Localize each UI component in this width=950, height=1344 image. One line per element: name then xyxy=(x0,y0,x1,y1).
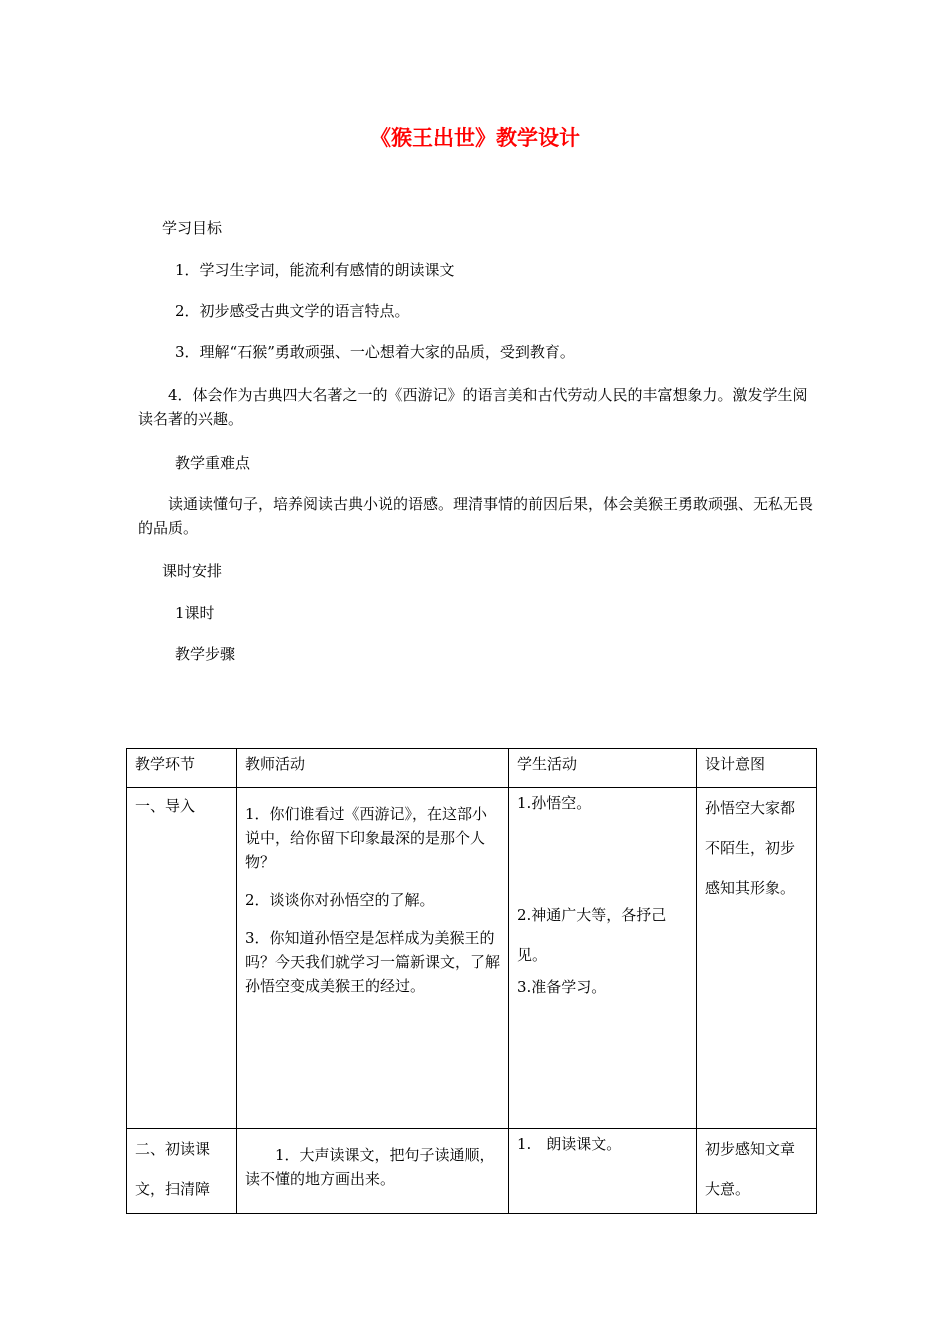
goal-item-4: 4．体会作为古典四大名著之一的《西游记》的语言美和古代劳动人民的丰富想象力。激发学生阅读名著的兴趣。 xyxy=(138,386,808,428)
goal-item-2: 2．初步感受古典文学的语言特点。 xyxy=(175,302,410,320)
student-activity-item: 2.神通广大等，各抒己见。 xyxy=(517,906,667,964)
teacher-activity-item: 3．你知道孙悟空是怎样成为美猴王的吗？今天我们就学习一篇新课文，了解孙悟空变成美猴王的经过。 xyxy=(245,929,501,995)
intent-cell: 初步感知文章大意。 xyxy=(705,1140,796,1198)
schedule-text: 1课时 xyxy=(175,604,215,622)
schedule-heading: 课时安排 xyxy=(162,562,223,580)
student-activity-item: 1. 朗读课文。 xyxy=(517,1135,622,1153)
teaching-steps-table xyxy=(126,748,817,1214)
table-header-row xyxy=(127,749,817,788)
teacher-activity-item: 1．大声读课文，把句子读通顺，读不懂的地方画出来。 xyxy=(245,1146,495,1188)
intent-cell: 孙悟空大家都不陌生，初步感知其形象。 xyxy=(705,799,796,897)
header-stage: 教学环节 xyxy=(135,755,196,773)
focus-text: 读通读懂句子，培养阅读古典小说的语感。理清事情的前因后果，体会美猴王勇敢顽强、无私无畏的品质。 xyxy=(138,495,814,537)
table-row xyxy=(127,1129,817,1214)
teacher-activity-item: 2．谈谈你对孙悟空的了解。 xyxy=(245,891,435,909)
header-student: 学生活动 xyxy=(517,755,578,773)
steps-heading: 教学步骤 xyxy=(175,645,236,663)
student-activity-item: 1.孙悟空。 xyxy=(517,794,592,812)
goal-item-1: 1．学习生字词，能流利有感情的朗读课文 xyxy=(175,261,455,279)
goal-item-3: 3．理解“石猴”勇敢顽强、一心想着大家的品质，受到教育。 xyxy=(175,343,575,361)
student-activity-item: 3.准备学习。 xyxy=(517,978,607,996)
header-teacher: 教师活动 xyxy=(245,755,306,773)
header-intent: 设计意图 xyxy=(705,755,766,773)
stage-cell: 一、导入 xyxy=(135,797,196,815)
goals-heading: 学习目标 xyxy=(162,219,223,237)
stage-cell: 二、初读课文，扫清障 xyxy=(135,1140,211,1198)
document-title: 《猴王出世》教学设计 xyxy=(370,126,580,150)
focus-heading: 教学重难点 xyxy=(175,454,251,472)
table-row xyxy=(127,788,817,1129)
teacher-activity-item: 1．你们谁看过《西游记》，在这部小说中，给你留下印象最深的是那个人物？ xyxy=(245,805,488,871)
